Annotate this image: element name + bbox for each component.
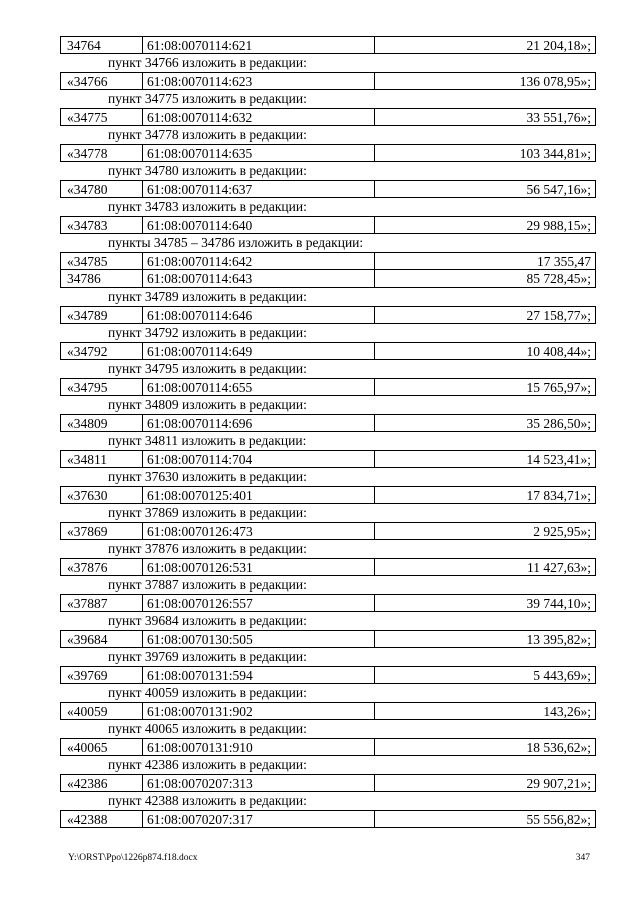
table-row	[60, 522, 596, 540]
amendment-heading: пункт 40059 изложить в редакции:	[108, 685, 307, 700]
item-number-cell: «34809	[61, 415, 143, 431]
amendment-heading: пункт 42388 изложить в редакции:	[108, 793, 307, 808]
table-row	[60, 252, 596, 270]
amendment-heading: пункт 34811 изложить в редакции:	[108, 433, 307, 448]
cadastral-number-cell: 61:08:0070114:635	[143, 145, 375, 161]
item-number-cell: «39684	[61, 631, 143, 647]
amendment-heading: пункт 37869 изложить в редакции:	[108, 505, 307, 520]
amendment-heading: пункт 34789 изложить в редакции:	[108, 289, 307, 304]
amendment-heading: пункт 37630 изложить в редакции:	[108, 469, 307, 484]
amendment-heading: пункт 40065 изложить в редакции:	[108, 721, 307, 736]
cadastral-number-cell: 61:08:0070125:401	[143, 487, 375, 503]
item-number-cell: «34785	[61, 253, 143, 269]
table-row	[60, 702, 596, 720]
document-body	[60, 36, 596, 828]
cadastral-number-cell: 61:08:0070131:594	[143, 667, 375, 683]
page-number: 347	[575, 853, 590, 863]
item-number-cell: «34795	[61, 379, 143, 395]
item-number-cell: «39769	[61, 667, 143, 683]
file-path: Y:\ORST\Ppo\1226p874.f18.docx	[68, 853, 198, 863]
amendment-heading: пункт 34809 изложить в редакции:	[108, 397, 307, 412]
table-row	[60, 378, 596, 396]
table-row	[60, 414, 596, 432]
value-cell: 11 427,63»;	[527, 560, 591, 575]
table-row	[60, 306, 596, 324]
table-row	[60, 558, 596, 576]
cadastral-number-cell: 61:08:0070114:649	[143, 343, 375, 359]
value-cell: 55 556,82»;	[526, 812, 591, 827]
amendment-heading: пункт 34792 изложить в редакции:	[108, 325, 307, 340]
item-number-cell: «34775	[61, 109, 143, 125]
value-cell: 10 408,44»;	[526, 344, 591, 359]
amendment-heading: пункт 34795 изложить в редакции:	[108, 361, 307, 376]
cadastral-number-cell: 61:08:0070114:704	[143, 451, 375, 467]
value-cell: 85 728,45»;	[526, 271, 591, 286]
value-cell: 2 925,95»;	[533, 524, 591, 539]
value-cell: 13 395,82»;	[526, 632, 591, 647]
value-cell: 5 443,69»;	[533, 668, 591, 683]
value-cell: 21 204,18»;	[526, 38, 591, 53]
cadastral-number-cell: 61:08:0070114:640	[143, 217, 375, 233]
value-cell: 143,26»;	[543, 704, 591, 719]
table-row	[60, 270, 596, 288]
value-cell: 33 551,76»;	[526, 110, 591, 125]
table-row	[60, 180, 596, 198]
amendment-heading: пункт 34783 изложить в редакции:	[108, 199, 307, 214]
item-number-cell: «34792	[61, 343, 143, 359]
table-row	[60, 36, 596, 54]
amendment-heading: пункт 34766 изложить в редакции:	[108, 55, 307, 70]
item-number-cell: «37876	[61, 559, 143, 575]
cadastral-number-cell: 61:08:0070130:505	[143, 631, 375, 647]
amendment-heading: пункт 39769 изложить в редакции:	[108, 649, 307, 664]
cadastral-number-cell: 61:08:0070126:473	[143, 523, 375, 539]
item-number-cell: «34783	[61, 217, 143, 233]
cadastral-number-cell: 61:08:0070207:317	[143, 811, 375, 827]
item-number-cell: «34778	[61, 145, 143, 161]
table-row	[60, 342, 596, 360]
item-number-cell: «37630	[61, 487, 143, 503]
amendment-heading: пункты 34785 – 34786 изложить в редакции:	[108, 235, 364, 250]
cadastral-number-cell: 61:08:0070114:621	[143, 37, 375, 53]
value-cell: 27 158,77»;	[526, 308, 591, 323]
item-number-cell: «37887	[61, 595, 143, 611]
value-cell: 18 536,62»;	[526, 740, 591, 755]
value-cell: 17 834,71»;	[526, 488, 591, 503]
value-cell: 29 988,15»;	[526, 218, 591, 233]
cadastral-number-cell: 61:08:0070131:910	[143, 739, 375, 755]
item-number-cell: «37869	[61, 523, 143, 539]
table-row	[60, 666, 596, 684]
item-number-cell: 34786	[61, 270, 143, 287]
cadastral-number-cell: 61:08:0070207:313	[143, 775, 375, 791]
item-number-cell: 34764	[61, 37, 143, 53]
value-cell: 39 744,10»;	[526, 596, 591, 611]
item-number-cell: «40059	[61, 703, 143, 719]
value-cell: 56 547,16»;	[526, 182, 591, 197]
cadastral-number-cell: 61:08:0070126:531	[143, 559, 375, 575]
table-row	[60, 216, 596, 234]
amendment-heading: пункт 34775 изложить в редакции:	[108, 91, 307, 106]
item-number-cell: «34789	[61, 307, 143, 323]
amendment-heading: пункт 37887 изложить в редакции:	[108, 577, 307, 592]
cadastral-number-cell: 61:08:0070114:632	[143, 109, 375, 125]
item-number-cell: «34811	[61, 451, 143, 467]
table-row	[60, 630, 596, 648]
table-row	[60, 594, 596, 612]
amendment-heading: пункт 39684 изложить в редакции:	[108, 613, 307, 628]
cadastral-number-cell: 61:08:0070126:557	[143, 595, 375, 611]
cadastral-number-cell: 61:08:0070114:637	[143, 181, 375, 197]
amendment-heading: пункт 37876 изложить в редакции:	[108, 541, 307, 556]
value-cell: 35 286,50»;	[526, 416, 591, 431]
table-row	[60, 108, 596, 126]
item-number-cell: «42388	[61, 811, 143, 827]
amendment-heading: пункт 34780 изложить в редакции:	[108, 163, 307, 178]
item-number-cell: «34766	[61, 73, 143, 89]
value-cell: 29 907,21»;	[526, 776, 591, 791]
page-footer	[68, 853, 590, 863]
table-row	[60, 486, 596, 504]
cadastral-number-cell: 61:08:0070114:623	[143, 73, 375, 89]
table-row	[60, 810, 596, 828]
cadastral-number-cell: 61:08:0070114:643	[143, 270, 375, 287]
table-row	[60, 774, 596, 792]
item-number-cell: «42386	[61, 775, 143, 791]
amendment-heading: пункт 42386 изложить в редакции:	[108, 757, 307, 772]
cadastral-number-cell: 61:08:0070131:902	[143, 703, 375, 719]
table-row	[60, 144, 596, 162]
table-row	[60, 738, 596, 756]
value-cell: 15 765,97»;	[526, 380, 591, 395]
value-cell: 14 523,41»;	[526, 452, 591, 467]
cadastral-number-cell: 61:08:0070114:696	[143, 415, 375, 431]
cadastral-number-cell: 61:08:0070114:642	[143, 253, 375, 269]
item-number-cell: «40065	[61, 739, 143, 755]
cadastral-number-cell: 61:08:0070114:655	[143, 379, 375, 395]
table-row	[60, 450, 596, 468]
amendment-heading: пункт 34778 изложить в редакции:	[108, 127, 307, 142]
value-cell: 17 355,47	[537, 254, 591, 269]
table-row	[60, 72, 596, 90]
value-cell: 103 344,81»;	[519, 146, 591, 161]
item-number-cell: «34780	[61, 181, 143, 197]
cadastral-number-cell: 61:08:0070114:646	[143, 307, 375, 323]
value-cell: 136 078,95»;	[519, 74, 591, 89]
